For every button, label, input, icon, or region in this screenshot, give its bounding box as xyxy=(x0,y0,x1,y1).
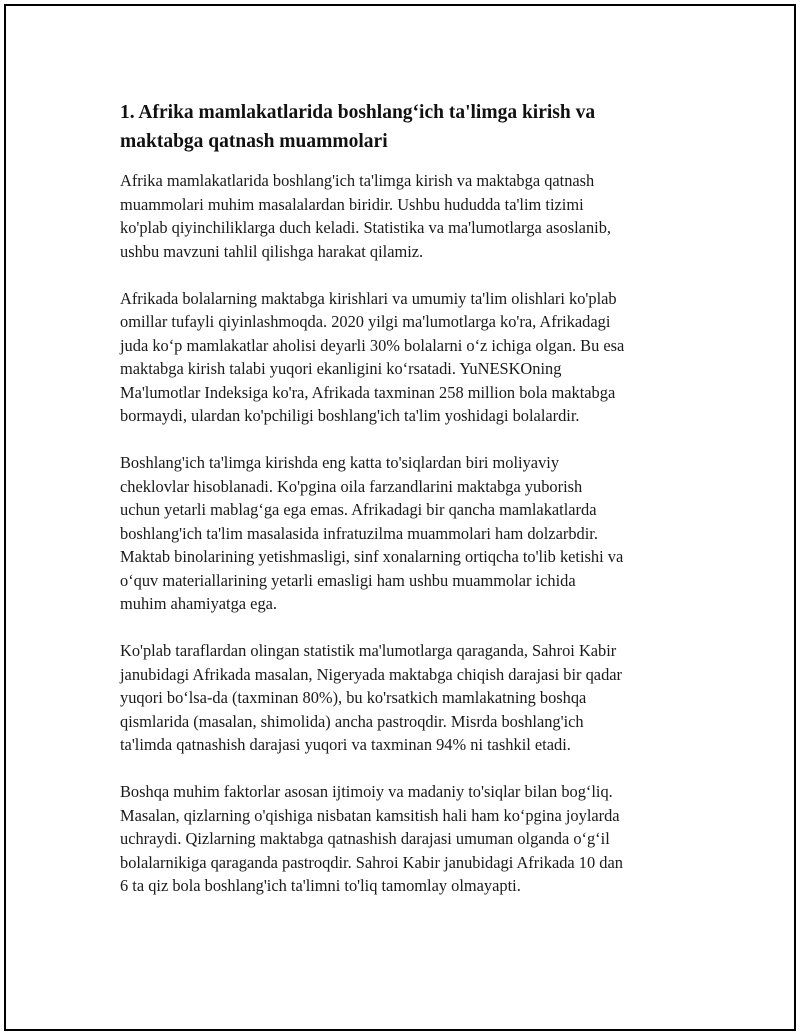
document-page xyxy=(4,4,796,1031)
paragraph-regional-statistics: Ko'plab taraflardan olingan statistik ma'lumotlarga qaraganda, Sahroi Kabir janubidagi Afrikada masalan, Nigeryada maktabga chiqish darajasi bir qadar yuqori bo‘lsa-da (taxminan 80%), bu ko'rsatkich mamlakatning boshqa qismlarida (masalan, shimolida) ancha pastroqdir. Misrda boshlang'ich ta'limda qatnashish darajasi yuqori va taxminan 94% ni tashkil etadi. xyxy=(120,641,623,754)
paragraph-intro: Afrika mamlakatlarida boshlang'ich ta'limga kirish va maktabga qatnash muammolari muhim masalalardan biridir. Ushbu hududda ta'lim tizimi ko'plab qiyinchiliklarga duch keladi. Statistika va ma'lumotlarga asoslanib, ushbu mavzuni tahlil qilishga harakat qilamiz. xyxy=(120,171,611,261)
paragraph-social-factors: Boshqa muhim faktorlar asosan ijtimoiy va madaniy to'siqlar bilan bog‘liq. Masalan, qizlarning o'qishiga nisbatan kamsitish hali ham ko‘pgina joylarda uchraydi. Qizlarning maktabga qatnashish darajasi umuman olganda o‘g‘il bolalarnikiga qaraganda pastroqdir. Sahroi Kabir janubidagi Afrikada 10 dan 6 ta qiz bola boshlang'ich ta'limni to'liq tamomlay olmayapti. xyxy=(120,782,623,895)
section-heading: 1. Afrika mamlakatlarida boshlang‘ich ta'limga kirish va maktabga qatnash muammolari xyxy=(120,102,596,152)
document-body xyxy=(120,98,710,921)
paragraph-financial-barriers: Boshlang'ich ta'limga kirishda eng katta to'siqlardan biri moliyaviy cheklovlar hisoblanadi. Ko'pgina oila farzandlarini maktabga yuborish uchun yetarli mablag‘ga ega emas. Afrikadagi bir qancha mamlakatlarda boshlang'ich ta'lim masalasida infratuzilma muammolari ham dolzarbdir. Maktab binolarining yetishmasligi, sinf xonalarning ortiqcha to'lib ketishi va o‘quv materiallarining yetarli emasligi ham ushbu muammolar ichida muhim ahamiyatga ega. xyxy=(120,453,624,613)
paragraph-enrollment-statistics: Afrikada bolalarning maktabga kirishlari va umumiy ta'lim olishlari ko'plab omillar tufayli qiyinlashmoqda. 2020 yilgi ma'lumotlarga ko'ra, Afrikadagi juda ko‘p mamlakatlar aholisi deyarli 30% bolalarni o‘z ichiga olgan. Bu esa maktabga kirish talabi yuqori ekanligini ko‘rsatadi. YuNESKOning Ma'lumotlar Indeksiga ko'ra, Afrikada taxminan 258 million bola maktabga bormaydi, ulardan ko'pchiligi boshlang'ich ta'lim yoshidagi bolalardir. xyxy=(120,288,625,425)
